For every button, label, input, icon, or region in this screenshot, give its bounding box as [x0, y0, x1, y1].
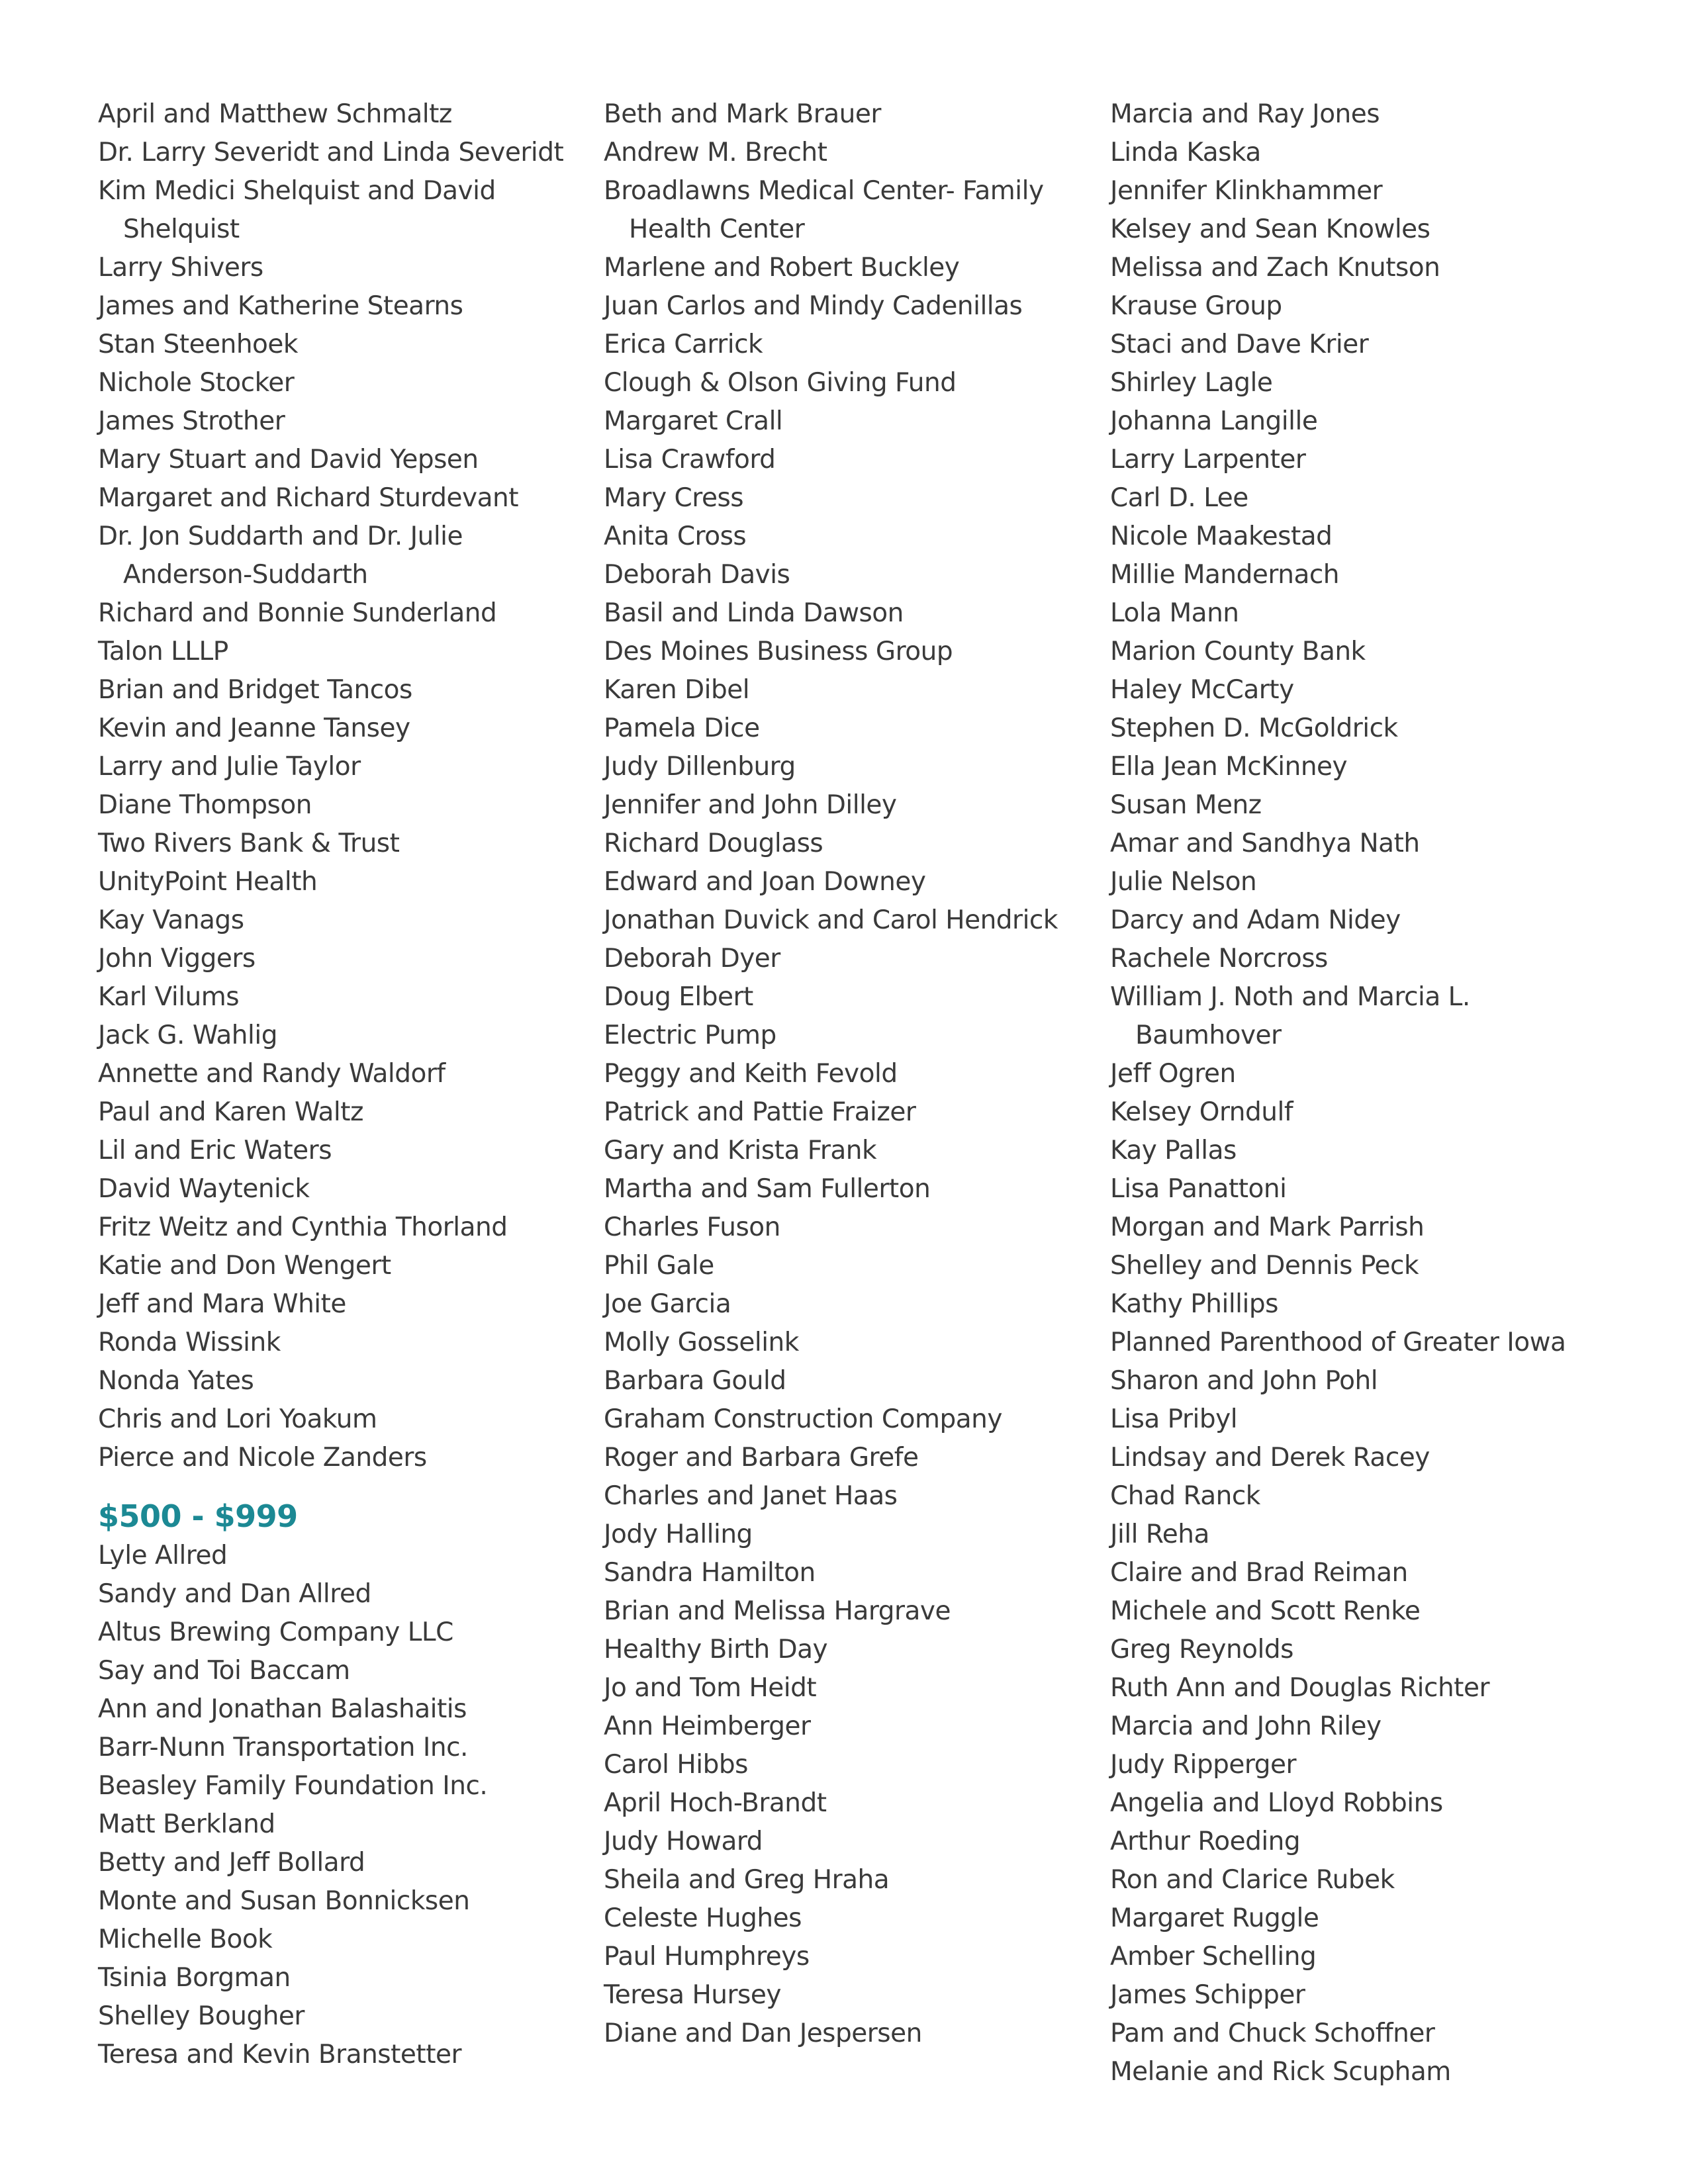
donor-name: UnityPoint Health — [98, 867, 318, 897]
donor-name: Paul and Karen Waltz — [98, 1097, 364, 1127]
donor-name: Talon LLLP — [98, 637, 228, 666]
donor-name: Sharon and John Pohl — [1110, 1366, 1378, 1396]
donor-name: Marion County Bank — [1110, 637, 1366, 666]
donor-name: James Strother — [98, 406, 285, 436]
donor-name: Kelsey and Sean Knowles — [1110, 214, 1430, 244]
donor-column-1 — [98, 95, 575, 2074]
donor-name: Ron and Clarice Rubek — [1110, 1865, 1395, 1895]
donor-name: Des Moines Business Group — [604, 637, 953, 666]
donor-name: Erica Carrick — [604, 330, 763, 359]
donor-name: Chris and Lori Yoakum — [98, 1404, 377, 1434]
donor-name: Beth and Mark Brauer — [604, 99, 881, 129]
donor-name: Karen Dibel — [604, 675, 750, 705]
donor-name: Julie Nelson — [1110, 867, 1257, 897]
donor-name: Stan Steenhoek — [98, 330, 298, 359]
donor-name: Ruth Ann and Douglas Richter — [1110, 1673, 1489, 1703]
donor-list-500-999 — [98, 1537, 575, 2074]
donor-name: Lola Mann — [1110, 598, 1239, 628]
donor-name: Carl D. Lee — [1110, 483, 1248, 513]
donor-name: Marcia and John Riley — [1110, 1711, 1382, 1741]
donor-name: John Viggers — [98, 944, 256, 974]
donor-name: Molly Gosselink — [604, 1328, 799, 1357]
section-heading-500-999: $500 - $999 — [98, 1498, 298, 1534]
donor-name: Pam and Chuck Schoffner — [1110, 2019, 1435, 2048]
donor-name: Healthy Birth Day — [604, 1635, 828, 1664]
donor-name: Krause Group — [1110, 291, 1282, 321]
donor-name: Patrick and Pattie Fraizer — [604, 1097, 916, 1127]
donor-name: Beasley Family Foundation Inc. — [98, 1771, 488, 1801]
donor-name: Melanie and Rick Scupham — [1110, 2057, 1451, 2087]
donor-name: Doug Elbert — [604, 982, 753, 1012]
donor-name: Angelia and Lloyd Robbins — [1110, 1788, 1443, 1818]
donor-column-2 — [604, 95, 1080, 2053]
donor-name: Marcia and Ray Jones — [1110, 99, 1380, 129]
donor-name: Deborah Dyer — [604, 944, 780, 974]
donor-name: April and Matthew Schmaltz — [98, 99, 452, 129]
donor-name: Carol Hibbs — [604, 1750, 748, 1780]
donor-name: Diane and Dan Jespersen — [604, 2019, 922, 2048]
donor-name: Ella Jean McKinney — [1110, 752, 1348, 782]
donor-name: Jill Reha — [1110, 1520, 1209, 1549]
donor-name: Millie Mandernach — [1110, 560, 1340, 590]
donor-name: Annette and Randy Waldorf — [98, 1059, 445, 1089]
donor-name: Sheila and Greg Hraha — [604, 1865, 890, 1895]
donor-name: Juan Carlos and Mindy Cadenillas — [604, 291, 1023, 321]
donor-name: Lindsay and Derek Racey — [1110, 1443, 1430, 1473]
donor-name: James Schipper — [1110, 1980, 1305, 2010]
donor-name: Stephen D. McGoldrick — [1110, 713, 1398, 743]
donor-name: Susan Menz — [1110, 790, 1262, 820]
donor-name: Chad Ranck — [1110, 1481, 1260, 1511]
donor-name: Monte and Susan Bonnicksen — [98, 1886, 470, 1916]
donor-name: Lisa Pribyl — [1110, 1404, 1238, 1434]
donor-name: Martha and Sam Fullerton — [604, 1174, 931, 1204]
donor-name: Marlene and Robert Buckley — [604, 253, 960, 283]
donor-name: Nonda Yates — [98, 1366, 254, 1396]
donor-name: Sandy and Dan Allred — [98, 1579, 371, 1609]
donor-name: Lisa Panattoni — [1110, 1174, 1287, 1204]
donor-name: Johanna Langille — [1110, 406, 1318, 436]
donor-name: Tsinia Borgman — [98, 1963, 291, 1993]
donor-name: Jeff and Mara White — [98, 1289, 346, 1319]
donor-name: Jennifer Klinkhammer — [1110, 176, 1383, 206]
donor-name: William J. Noth and Marcia L. Baumhover — [1110, 982, 1470, 1050]
donor-name: Kim Medici Shelquist and David Shelquist — [98, 176, 496, 244]
donor-name: Graham Construction Company — [604, 1404, 1002, 1434]
donor-name: Electric Pump — [604, 1021, 776, 1050]
donor-name: Judy Ripperger — [1110, 1750, 1297, 1780]
donor-name: Lisa Crawford — [604, 445, 776, 475]
donor-name: Gary and Krista Frank — [604, 1136, 877, 1165]
donor-name: Two Rivers Bank & Trust — [98, 829, 400, 858]
donor-name: Mary Cress — [604, 483, 744, 513]
donor-name: Teresa and Kevin Branstetter — [98, 2040, 462, 2070]
donor-name: Brian and Melissa Hargrave — [604, 1596, 951, 1626]
donor-name: Roger and Barbara Grefe — [604, 1443, 919, 1473]
donor-name: Michelle Book — [98, 1925, 273, 1954]
donor-name: Katie and Don Wengert — [98, 1251, 391, 1281]
donor-name: Basil and Linda Dawson — [604, 598, 904, 628]
donor-name: Nicole Maakestad — [1110, 522, 1333, 551]
donor-name: Fritz Weitz and Cynthia Thorland — [98, 1212, 508, 1242]
donor-name: Brian and Bridget Tancos — [98, 675, 412, 705]
donor-name: Jonathan Duvick and Carol Hendrick — [604, 905, 1058, 935]
donor-name: Andrew M. Brecht — [604, 138, 827, 167]
donor-name: Charles Fuson — [604, 1212, 780, 1242]
donor-name: Clough & Olson Giving Fund — [604, 368, 957, 398]
donor-name: David Waytenick — [98, 1174, 310, 1204]
donor-name: James and Katherine Stearns — [98, 291, 463, 321]
donor-name: Jack G. Wahlig — [98, 1021, 277, 1050]
donor-name: Barr-Nunn Transportation Inc. — [98, 1733, 468, 1762]
donor-name: Shirley Lagle — [1110, 368, 1273, 398]
donor-name: Lil and Eric Waters — [98, 1136, 332, 1165]
donor-name: Deborah Davis — [604, 560, 790, 590]
donor-name: April Hoch-Brandt — [604, 1788, 827, 1818]
donor-name: Jeff Ogren — [1110, 1059, 1236, 1089]
donor-name: Judy Howard — [604, 1827, 763, 1856]
donor-name: Phil Gale — [604, 1251, 714, 1281]
donor-name: Say and Toi Baccam — [98, 1656, 350, 1686]
donor-name: Mary Stuart and David Yepsen — [98, 445, 479, 475]
donor-name: Pierce and Nicole Zanders — [98, 1443, 427, 1473]
donor-name: Larry Shivers — [98, 253, 263, 283]
donor-name: Margaret Crall — [604, 406, 783, 436]
donor-name: Larry Larpenter — [1110, 445, 1306, 475]
donor-name: Kay Vanags — [98, 905, 244, 935]
donor-name: Anita Cross — [604, 522, 747, 551]
donor-name: Dr. Larry Severidt and Linda Severidt — [98, 138, 564, 167]
donor-name: Pamela Dice — [604, 713, 760, 743]
donor-name: Matt Berkland — [98, 1809, 275, 1839]
donor-name: Dr. Jon Suddarth and Dr. Julie Anderson-Suddarth — [98, 522, 463, 590]
donor-name: Kelsey Orndulf — [1110, 1097, 1293, 1127]
donor-name: Haley McCarty — [1110, 675, 1294, 705]
donor-name: Teresa Hursey — [604, 1980, 781, 2010]
donor-name: Ann and Jonathan Balashaitis — [98, 1694, 467, 1724]
donor-name: Jody Halling — [604, 1520, 753, 1549]
donor-name: Peggy and Keith Fevold — [604, 1059, 898, 1089]
donor-name: Amar and Sandhya Nath — [1110, 829, 1420, 858]
donor-name: Shelley Bougher — [98, 2001, 305, 2031]
donor-name: Paul Humphreys — [604, 1942, 810, 1972]
donor-name: Judy Dillenburg — [604, 752, 796, 782]
donor-name: Kathy Phillips — [1110, 1289, 1278, 1319]
donor-name: Staci and Dave Krier — [1110, 330, 1369, 359]
donor-name: Ann Heimberger — [604, 1711, 811, 1741]
donor-name: Lyle Allred — [98, 1541, 228, 1570]
donor-list — [98, 95, 575, 1477]
donor-name: Edward and Joan Downey — [604, 867, 926, 897]
donor-name: Broadlawns Medical Center- Family Health Center — [604, 176, 1044, 244]
donor-column-3 — [1110, 95, 1613, 2091]
donor-name: Greg Reynolds — [1110, 1635, 1293, 1664]
donor-name: Kay Pallas — [1110, 1136, 1237, 1165]
donor-name: Celeste Hughes — [604, 1903, 802, 1933]
donor-name: Shelley and Dennis Peck — [1110, 1251, 1419, 1281]
donor-list — [604, 95, 1080, 2053]
donor-name: Linda Kaska — [1110, 138, 1261, 167]
donor-name: Rachele Norcross — [1110, 944, 1328, 974]
donor-name: Melissa and Zach Knutson — [1110, 253, 1440, 283]
donor-name: Morgan and Mark Parrish — [1110, 1212, 1425, 1242]
donor-name: Richard and Bonnie Sunderland — [98, 598, 497, 628]
donor-name: Altus Brewing Company LLC — [98, 1617, 453, 1647]
donor-name: Arthur Roeding — [1110, 1827, 1301, 1856]
donor-name: Nichole Stocker — [98, 368, 295, 398]
donor-name: Planned Parenthood of Greater Iowa — [1110, 1328, 1566, 1357]
donor-name: Charles and Janet Haas — [604, 1481, 898, 1511]
donor-name: Margaret and Richard Sturdevant — [98, 483, 519, 513]
donor-name: Joe Garcia — [604, 1289, 731, 1319]
donor-name: Claire and Brad Reiman — [1110, 1558, 1408, 1588]
donor-name: Richard Douglass — [604, 829, 823, 858]
donor-name: Ronda Wissink — [98, 1328, 281, 1357]
donor-name: Diane Thompson — [98, 790, 312, 820]
donor-name: Larry and Julie Taylor — [98, 752, 361, 782]
donor-name: Darcy and Adam Nidey — [1110, 905, 1401, 935]
donor-name: Michele and Scott Renke — [1110, 1596, 1421, 1626]
donor-name: Karl Vilums — [98, 982, 240, 1012]
donor-name: Kevin and Jeanne Tansey — [98, 713, 410, 743]
donor-name: Jo and Tom Heidt — [604, 1673, 817, 1703]
donor-name: Margaret Ruggle — [1110, 1903, 1319, 1933]
donor-name: Jennifer and John Dilley — [604, 790, 897, 820]
donor-list — [1110, 95, 1613, 2091]
donor-name: Amber Schelling — [1110, 1942, 1317, 1972]
donor-name: Sandra Hamilton — [604, 1558, 816, 1588]
donor-name: Betty and Jeff Bollard — [98, 1848, 365, 1878]
donor-name: Barbara Gould — [604, 1366, 786, 1396]
